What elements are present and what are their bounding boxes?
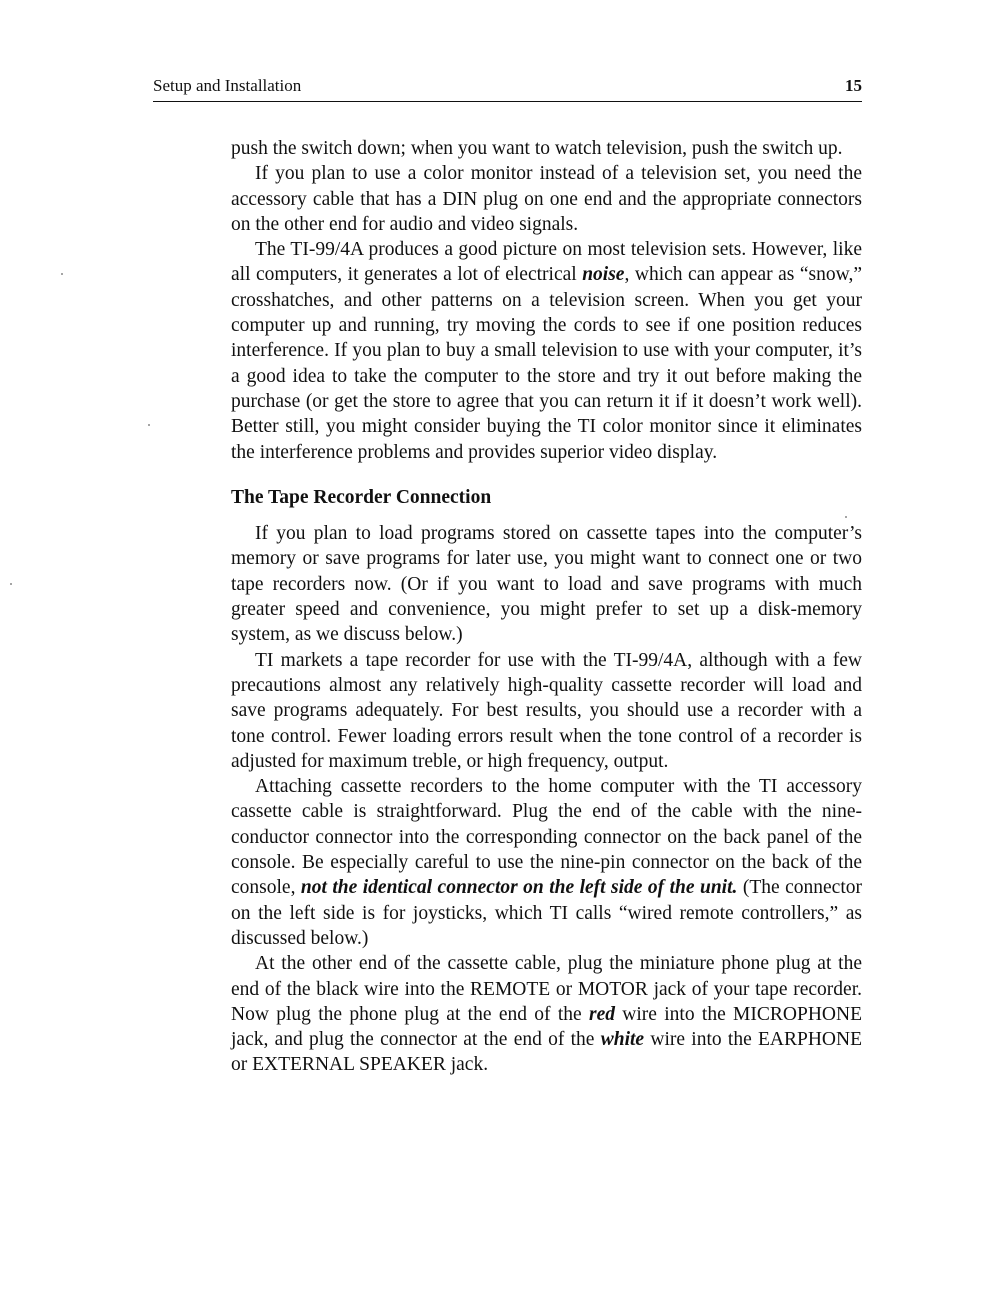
scan-speck <box>61 273 63 275</box>
section-title: Setup and Installation <box>153 76 302 95</box>
text-run: , which can appear as “snow,” crosshatches, and other patterns on a television screen. When you get your computer up and running, try moving the cords to see if one position reduces interference. If you plan to buy a small television to use with your computer, it’s a good idea to take the computer to the store and try it out before making the purchase (or get the store to agree that you can return it if it doesn’t work well). Better still, you might consider buying the TI color monitor since it eliminates the interference problems and provides superior video display. <box>231 264 862 463</box>
paragraph-color-monitor: If you plan to use a color monitor instead of a television set, you need the accessory cable that has a DIN plug on one end and the appropriate connectors on the other end for audio and video signals. <box>231 163 862 235</box>
emphasis-white: white <box>600 1029 645 1051</box>
emphasis-red: red <box>588 1003 615 1025</box>
paragraph-tape-recorder: TI markets a tape recorder for use with the TI-99/4A, although with a few precautions almost any relatively high-quality cassette recorder will load and save programs adequately. For best results, you should use a recorder with a tone control. Fewer loading errors result when the tone control of a recorder is adjusted for maximum treble, or high frequency, output. <box>231 649 862 772</box>
scan-speck <box>845 516 847 518</box>
emphasis-warning: not the identical connector on the left side of the unit. <box>300 877 738 899</box>
scan-speck <box>10 583 12 585</box>
paragraph-tape-intro: If you plan to load programs stored on cassette tapes into the computer’s memory or save programs for later use, you might want to connect one or two tape recorders now. (Or if you want to load and save programs with much greater speed and convenience, you might prefer to set up a disk-memory system, as we discuss below.) <box>231 523 862 646</box>
header-rule <box>153 101 862 102</box>
text-run: The TI-99/4A produces a good picture on most television sets. However, like all computers, it generates a lot of electrical <box>231 239 862 286</box>
text-run: Attaching cassette recorders to the home computer with the TI accessory cassette cable is straightforward. Plug the end of the cable with the nine-conductor connector into the corresponding connector on the back panel of the console. Be especially careful to use the nine-pin connector on the back of the console, <box>231 776 862 899</box>
paragraph-cable-wiring <box>231 951 862 1077</box>
paragraph-continued: push the switch down; when you want to watch television, push the switch up. <box>231 138 843 159</box>
body-text <box>231 136 862 1078</box>
text-run: At the other end of the cassette cable, plug the miniature phone plug at the end of the black wire into the REMOTE or MOTOR jack of your tape recorder. Now plug the phone plug at the end of the <box>231 953 862 1025</box>
paragraph-attaching <box>231 774 862 951</box>
page-number: 15 <box>845 76 862 95</box>
scan-speck <box>148 424 150 426</box>
section-heading: The Tape Recorder Connection <box>231 486 492 508</box>
emphasis-noise: noise <box>582 264 625 286</box>
text-run: (The connector on the left side is for joysticks, which TI calls “wired remote controllers,” as discussed below.) <box>231 877 862 949</box>
paragraph-picture-quality <box>231 237 862 465</box>
running-head <box>153 76 862 100</box>
text-run: wire into the MICROPHONE jack, and plug the connector at the end of the <box>231 1003 862 1051</box>
text-run: wire into the EARPHONE or EXTERNAL SPEAKER jack. <box>231 1029 863 1076</box>
